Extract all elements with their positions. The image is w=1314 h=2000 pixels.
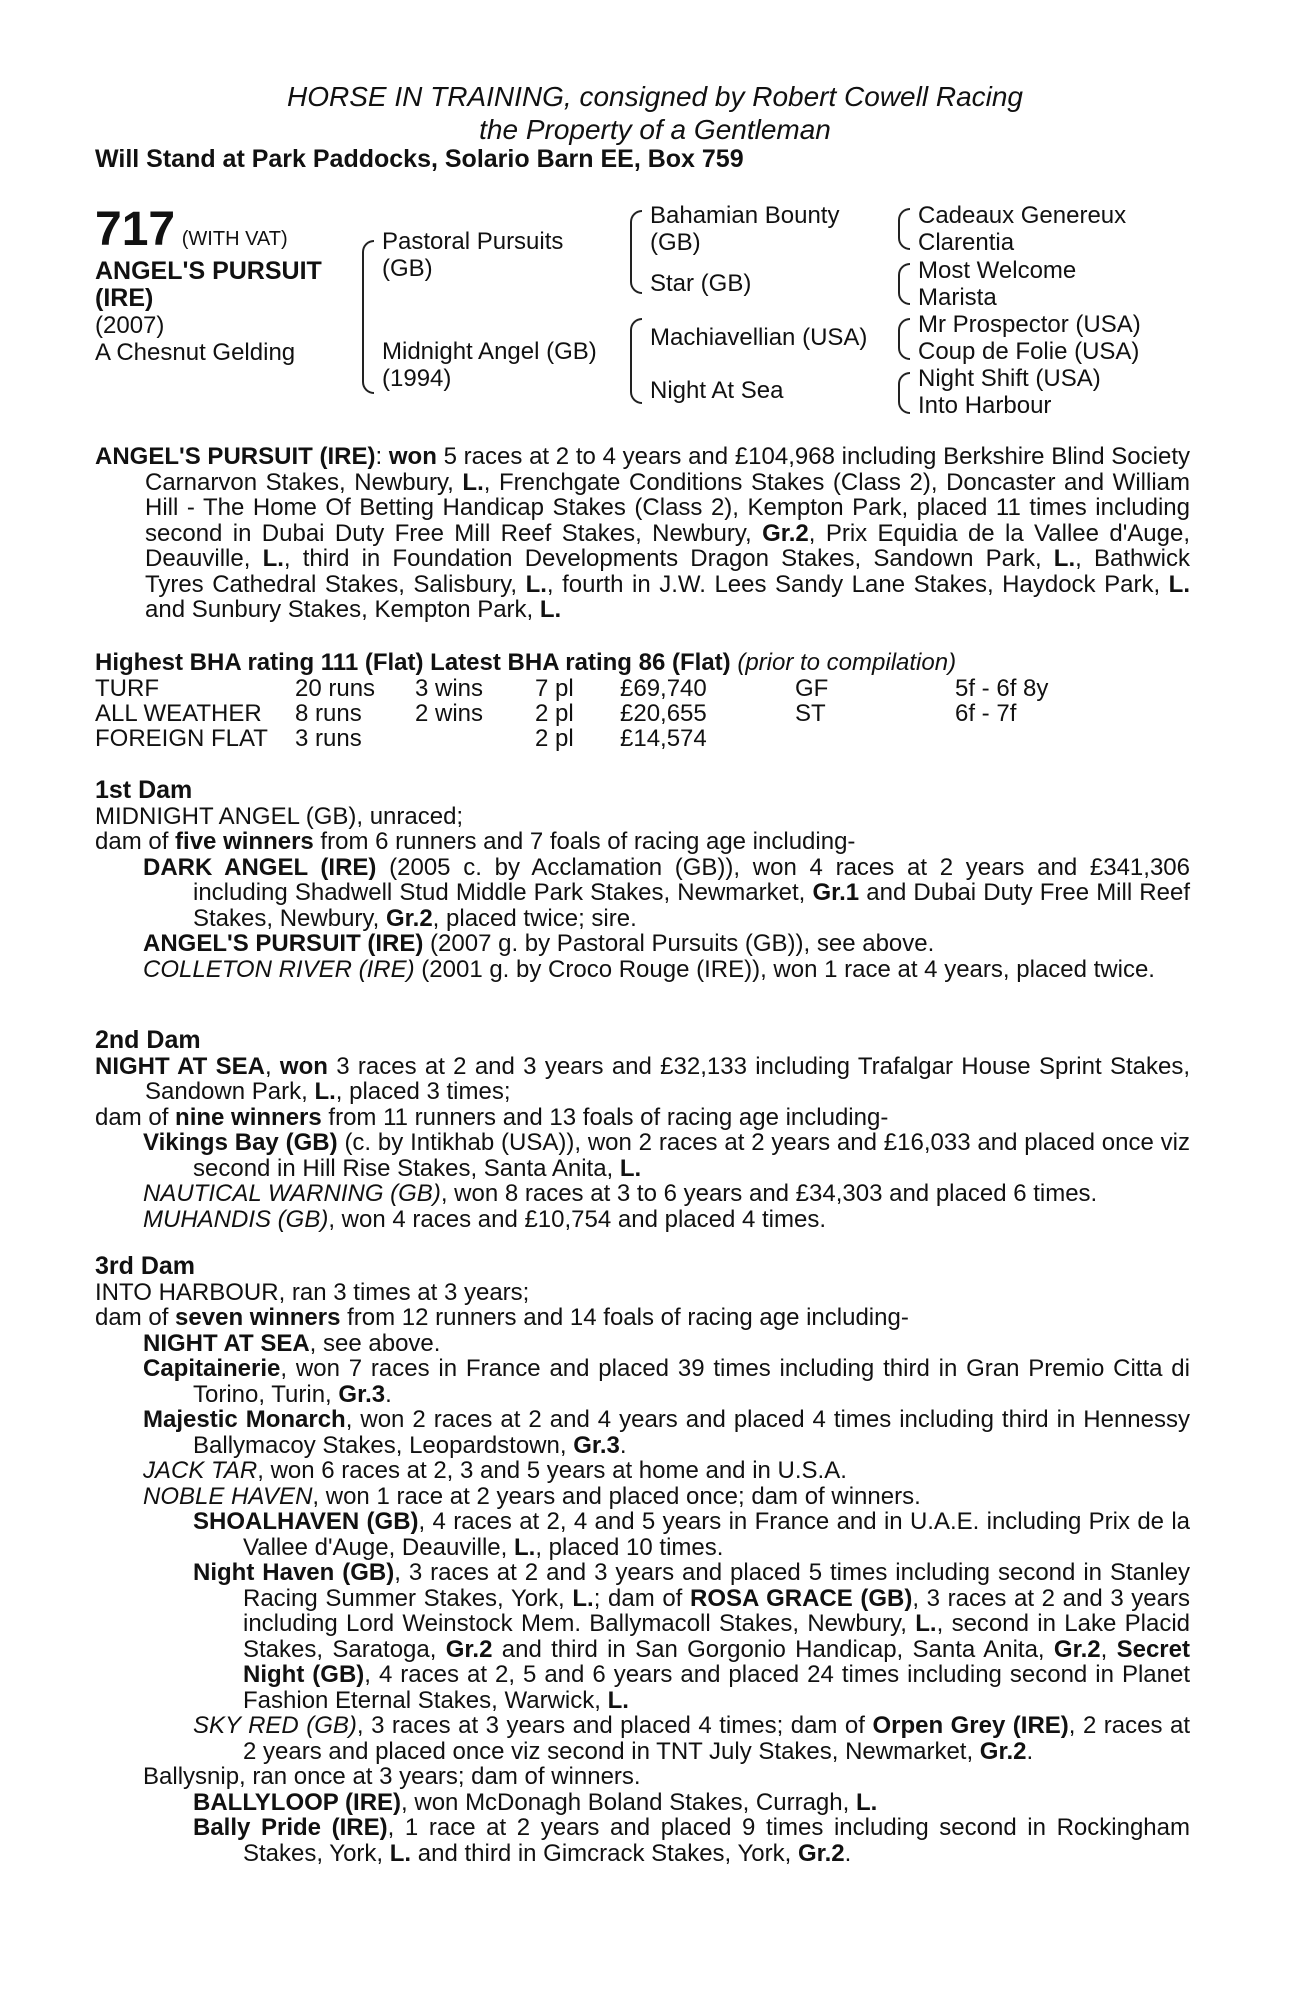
progeny-name: ROSA GRACE (GB) bbox=[689, 1584, 913, 1612]
record-pl: 7 pl bbox=[535, 675, 574, 702]
pedigree-brace bbox=[898, 208, 910, 250]
first-dam-produce bbox=[95, 829, 1190, 855]
record-money: £20,655 bbox=[620, 700, 707, 727]
third-dam-produce bbox=[95, 1305, 1190, 1331]
progeny-entry bbox=[95, 1207, 1190, 1233]
progeny-name: COLLETON RIVER (IRE) bbox=[143, 955, 415, 983]
grade-listed: L. bbox=[1053, 545, 1076, 572]
text: (c. by Intikhab (USA)), won 2 races at 2 years and £16,033 and placed once viz second in Hill Rise Stakes, Santa Anita, bbox=[193, 1129, 1191, 1182]
record-runs: 8 runs bbox=[295, 700, 362, 727]
dam-sire: Machiavellian (USA) bbox=[650, 324, 868, 351]
second-dam-section bbox=[95, 1028, 1190, 1232]
text: from 12 runners and 14 foals of racing age including- bbox=[340, 1304, 909, 1331]
text: from 6 runners and 7 foals of racing age including- bbox=[313, 828, 856, 855]
text: , won McDonagh Boland Stakes, Curragh, bbox=[401, 1788, 856, 1816]
text: , 4 races at 2, 5 and 6 years and placed 24 times including second in Planet Fashion Eternal Stakes, Warwick, bbox=[243, 1661, 1190, 1714]
text: , 2 races at 2 years and placed once viz second in TNT July Stakes, Newmarket, bbox=[243, 1712, 1190, 1765]
record-pl: 2 pl bbox=[535, 725, 574, 752]
record-row bbox=[95, 701, 1115, 726]
dd-sire: Night Shift (USA) bbox=[918, 365, 1101, 392]
second-dam-title: 2nd Dam bbox=[95, 1026, 201, 1054]
progeny-entry bbox=[95, 1560, 1190, 1713]
lot-number: 717 bbox=[95, 203, 176, 256]
progeny-name: BALLYLOOP (IRE) bbox=[193, 1788, 402, 1816]
summary-text: , Frenchgate Conditions Stakes (Class 2), Doncaster and William Hill - The Home Of Betting Handicap Stakes (Class 2), Kempton Park, placed 11 times including second in Dubai Duty Free Mill Reef Stakes, Newbury, bbox=[145, 468, 1190, 547]
text: dam of bbox=[95, 1103, 176, 1131]
record-going: ST bbox=[795, 700, 826, 727]
grade-listed: L. bbox=[572, 1584, 594, 1612]
progeny-name: ANGEL'S PURSUIT (IRE) bbox=[143, 930, 424, 957]
pedigree-brace bbox=[898, 372, 910, 414]
summary-text: 5 races at 2 to 4 years and £104,968 including Berkshire Blind Society Carnarvon Stakes, Newbury, bbox=[145, 443, 1190, 496]
dam-name: NIGHT AT SEA bbox=[95, 1052, 265, 1080]
pedigree-brace bbox=[630, 318, 642, 404]
text: , 3 races at 2 and 3 years including Lord Weinstock Mem. Ballymacoll Stakes, Newbury, bbox=[243, 1584, 1190, 1637]
property-line: the Property of a Gentleman bbox=[479, 114, 831, 145]
progeny-name: MUHANDIS (GB) bbox=[143, 1205, 329, 1233]
text: , 1 race at 2 years and placed 9 times including second in Rockingham Stakes, York, bbox=[243, 1814, 1190, 1867]
text: , see above. bbox=[309, 1329, 441, 1357]
text: 3 races at 2 and 3 years and £32,133 including Trafalgar House Sprint Stakes, Sandown Park, bbox=[145, 1052, 1190, 1105]
second-dam-line: NIGHT AT SEA, won 3 races at 2 and 3 years and £32,133 including Trafalgar House Sprint Stakes, Sandown Park, L., placed 3 times; bbox=[95, 1052, 1190, 1105]
text: , won 6 races at 2, 3 and 5 years at home and in U.S.A. bbox=[257, 1457, 847, 1484]
text: , second in Lake Placid Stakes, Saratoga, bbox=[243, 1610, 1190, 1663]
record-pl: 2 pl bbox=[535, 700, 574, 727]
progeny-entry bbox=[95, 1764, 1190, 1790]
grade-listed: L. bbox=[525, 570, 547, 598]
record-dist: 5f - 6f 8y bbox=[955, 675, 1049, 702]
grade-listed: L. bbox=[462, 468, 484, 496]
horse-name-line2: (IRE) bbox=[95, 284, 154, 312]
ss-sire: Cadeaux Genereux bbox=[918, 202, 1127, 229]
third-dam-line: INTO HARBOUR, ran 3 times at 3 years; bbox=[95, 1278, 530, 1306]
race-record-table bbox=[95, 676, 1115, 751]
text: and Dubai Duty Free Mill Reef Stakes, Newbury, bbox=[193, 879, 1190, 932]
first-dam-line: MIDNIGHT ANGEL (GB), unraced; bbox=[95, 802, 464, 830]
bha-ratings: Highest BHA rating 111 (Flat) Latest BHA rating 86 (Flat) bbox=[95, 649, 731, 676]
text: , 3 races at 3 years and placed 4 times; dam of bbox=[356, 1712, 873, 1739]
grade-2: Gr.2 bbox=[445, 1635, 493, 1663]
summary-text: , Prix Equidia de la Vallee d'Auge, Deauville, bbox=[145, 519, 1190, 572]
second-dam-produce bbox=[95, 1105, 1190, 1131]
sire-sire: Bahamian Bounty bbox=[650, 202, 840, 229]
progeny-name: Vikings Bay (GB) bbox=[143, 1129, 338, 1156]
text: dam of bbox=[95, 1304, 176, 1331]
winners-count: seven winners bbox=[175, 1304, 341, 1331]
text: , won 7 races in France and placed 39 times including third in Gran Premio Citta di Torino, Turin, bbox=[193, 1355, 1190, 1408]
progeny-entry: SKY RED (GB), 3 races at 3 years and placed 4 times; dam of Orpen Grey (IRE), 2 races at 2 years and placed once viz second in TNT July Stakes, Newmarket, Gr.2. bbox=[193, 1712, 1190, 1765]
record-dist bbox=[955, 726, 1115, 751]
won-label: won bbox=[279, 1052, 328, 1080]
text: dam of bbox=[95, 828, 176, 855]
progeny-entry bbox=[95, 1509, 1190, 1560]
progeny-name: NOBLE HAVEN bbox=[143, 1482, 313, 1510]
record-surface: ALL WEATHER bbox=[95, 700, 262, 727]
text: , placed 3 times; bbox=[335, 1078, 511, 1105]
grade-listed: L. bbox=[855, 1788, 878, 1816]
text: , won 8 races at 3 to 6 years and £34,303 and placed 6 times. bbox=[440, 1180, 1098, 1207]
horse-description: A Chesnut Gelding bbox=[95, 339, 296, 366]
record-surface: TURF bbox=[95, 675, 159, 702]
summary-won: won bbox=[388, 443, 437, 470]
grade-listed: L. bbox=[513, 1533, 536, 1561]
dam-dam: Night At Sea bbox=[650, 377, 784, 404]
progeny-entry bbox=[95, 1484, 1190, 1510]
summary-horse-name: ANGEL'S PURSUIT (IRE) bbox=[95, 443, 376, 470]
text: , bbox=[1100, 1635, 1117, 1663]
text: , won 4 races and £10,754 and placed 4 times. bbox=[328, 1205, 827, 1233]
lot-number-block bbox=[95, 205, 288, 255]
text: , 3 races at 2 and 3 years and placed 5 times including second in Stanley Racing Summer Stakes, York, bbox=[243, 1559, 1190, 1612]
progeny-name: Orpen Grey (IRE) bbox=[872, 1712, 1069, 1739]
ds-sire: Mr Prospector (USA) bbox=[918, 311, 1141, 338]
grade-listed: L. bbox=[539, 596, 562, 623]
third-dam-section bbox=[95, 1254, 1190, 1866]
record-wins: 2 wins bbox=[415, 700, 484, 727]
sd-sire: Most Welcome bbox=[918, 257, 1077, 284]
dam-year: (1994) bbox=[382, 365, 452, 392]
text: Ballysnip, ran once at 3 years; dam of winners. bbox=[143, 1763, 641, 1790]
text: , placed 10 times. bbox=[535, 1533, 724, 1561]
ds-dam: Coup de Folie (USA) bbox=[918, 338, 1140, 365]
grade-3: Gr.3 bbox=[573, 1431, 620, 1459]
third-dam-title: 3rd Dam bbox=[95, 1252, 196, 1280]
grade-listed: L. bbox=[389, 1839, 412, 1867]
consignor-line: HORSE IN TRAINING, consigned by Robert Cowell Racing bbox=[286, 81, 1024, 112]
pedigree-brace bbox=[898, 318, 910, 360]
race-summary: ANGEL'S PURSUIT (IRE): won 5 races at 2 to 4 years and £104,968 including Berkshire Blind Society Carnarvon Stakes, Newbury, L., Frenchgate Conditions Stakes (Class 2), Doncaster and William Hill - The Home Of Betting Handicap Stakes (Class 2), Kempton Park, placed 11 times including second in Dubai Duty Free Mill Reef Stakes, Newbury, Gr.2, Prix Equidia de la Vallee d'Auge, Deauville, L., third in Foundation Developments Dragon Stakes, Sandown Park, L., Bathwick Tyres Cathedral Stakes, Salisbury, L., fourth in J.W. Lees Sandy Lane Stakes, Haydock Park, L. and Sunbury Stakes, Kempton Park, L. bbox=[95, 443, 1190, 623]
grade-2: Gr.2 bbox=[1053, 1635, 1101, 1663]
location-line: Will Stand at Park Paddocks, Solario Barn EE, Box 759 bbox=[95, 145, 744, 173]
pedigree-brace bbox=[898, 263, 910, 305]
grade-listed: L. bbox=[607, 1686, 629, 1714]
progeny-entry bbox=[95, 1458, 1190, 1484]
dam-name: Midnight Angel (GB) bbox=[382, 338, 597, 365]
grade-2: Gr.2 bbox=[979, 1737, 1027, 1765]
progeny-name: NIGHT AT SEA bbox=[143, 1329, 310, 1357]
record-wins bbox=[415, 726, 535, 751]
progeny-name: DARK ANGEL (IRE) bbox=[143, 853, 377, 881]
record-row bbox=[95, 676, 1115, 701]
text: , won 2 races at 2 and 4 years and placed 4 times including third in Hennessy Ballymacoy Stakes, Leopardstown, bbox=[193, 1406, 1191, 1459]
sire-dam: Star (GB) bbox=[650, 270, 752, 297]
text: , won 1 race at 2 years and placed once; dam of winners. bbox=[312, 1482, 921, 1510]
grade-3: Gr.3 bbox=[338, 1380, 386, 1408]
pedigree-brace bbox=[630, 210, 642, 294]
sire-country: (GB) bbox=[382, 255, 433, 282]
record-wins: 3 wins bbox=[415, 675, 484, 702]
text: ; dam of bbox=[593, 1584, 690, 1612]
vat-note: (WITH VAT) bbox=[181, 228, 288, 250]
summary-text: , Bathwick Tyres Cathedral Stakes, Salisbury, bbox=[145, 545, 1190, 598]
progeny-entry: Bally Pride (IRE), 1 race at 2 years and placed 9 times including second in Rockingham Stakes, York, L. and third in Gimcrack Stakes, York, Gr.2. bbox=[193, 1814, 1190, 1867]
first-dam-section bbox=[95, 778, 1190, 982]
progeny-name: Capitainerie bbox=[143, 1355, 281, 1382]
dd-dam: Into Harbour bbox=[918, 392, 1052, 419]
progeny-name: NAUTICAL WARNING (GB) bbox=[143, 1180, 441, 1207]
progeny-name: JACK TAR bbox=[143, 1457, 258, 1484]
grade-listed: L. bbox=[915, 1610, 937, 1637]
pedigree-brace bbox=[362, 240, 374, 394]
grade-2: Gr.2 bbox=[762, 519, 809, 547]
summary-text: , fourth in J.W. Lees Sandy Lane Stakes, Haydock Park, bbox=[546, 570, 1169, 598]
text: from 11 runners and 13 foals of racing age including- bbox=[321, 1103, 889, 1131]
first-dam-title: 1st Dam bbox=[95, 776, 193, 804]
grade-listed: L. bbox=[619, 1154, 642, 1182]
text: (2001 g. by Croco Rouge (IRE)), won 1 race at 4 years, placed twice. bbox=[414, 955, 1155, 983]
progeny-entry bbox=[95, 1181, 1190, 1207]
grade-1: Gr.1 bbox=[812, 879, 860, 906]
text: and third in Gimcrack Stakes, York, bbox=[411, 1839, 798, 1867]
winners-count: nine winners bbox=[175, 1103, 322, 1131]
text: (2007 g. by Pastoral Pursuits (GB)), see above. bbox=[423, 930, 935, 957]
ss-dam: Clarentia bbox=[918, 229, 1015, 256]
text: , placed twice; sire. bbox=[432, 904, 637, 932]
record-money: £69,740 bbox=[620, 675, 707, 702]
record-dist: 6f - 7f bbox=[955, 700, 1017, 727]
progeny-name: Night Haven (GB) bbox=[193, 1559, 395, 1586]
record-row bbox=[95, 726, 1115, 751]
record-going: GF bbox=[795, 675, 829, 702]
record-runs: 3 runs bbox=[295, 725, 362, 752]
record-surface: FOREIGN FLAT bbox=[95, 725, 268, 752]
summary-text: , third in Foundation Developments Dragon Stakes, Sandown Park, bbox=[283, 545, 1054, 572]
sd-dam: Marista bbox=[918, 284, 997, 311]
horse-name-line1: ANGEL'S PURSUIT bbox=[95, 257, 322, 285]
horse-year: (2007) bbox=[95, 312, 165, 339]
text: and third in San Gorgonio Handicap, Santa Anita, bbox=[492, 1635, 1054, 1663]
progeny-name: Majestic Monarch bbox=[143, 1406, 346, 1433]
grade-listed: L. bbox=[314, 1078, 336, 1105]
progeny-name: Bally Pride (IRE) bbox=[193, 1814, 388, 1841]
progeny-name: SKY RED (GB) bbox=[193, 1712, 357, 1739]
grade-2: Gr.2 bbox=[797, 1839, 845, 1867]
progeny-entry bbox=[95, 931, 1190, 957]
progeny-entry: Capitainerie, won 7 races in France and placed 39 times including third in Gran Premio Citta di Torino, Turin, Gr.3. bbox=[143, 1355, 1190, 1408]
text: , 4 races at 2, 4 and 5 years in France and in U.A.E. including Prix de la Vallee d'Auge, Deauville, bbox=[243, 1508, 1191, 1561]
record-money: £14,574 bbox=[620, 725, 707, 752]
record-going bbox=[795, 726, 955, 751]
grade-2: Gr.2 bbox=[385, 904, 433, 932]
progeny-entry: Majestic Monarch, won 2 races at 2 and 4 years and placed 4 times including third in Hennessy Ballymacoy Stakes, Leopardstown, Gr.3. bbox=[143, 1406, 1191, 1459]
progeny-name: SHOALHAVEN (GB) bbox=[193, 1508, 419, 1535]
progeny-entry bbox=[95, 855, 1190, 932]
winners-count: five winners bbox=[175, 828, 314, 855]
sire-name: Pastoral Pursuits bbox=[382, 228, 564, 255]
progeny-entry bbox=[95, 1790, 1190, 1816]
ratings-heading bbox=[95, 650, 1190, 676]
text: (2005 c. by Acclamation (GB)), won 4 races at 2 years and £341,306 including Shadwell Stud Middle Park Stakes, Newmarket, bbox=[193, 853, 1190, 906]
grade-listed: L. bbox=[262, 545, 284, 572]
record-runs: 20 runs bbox=[295, 675, 376, 702]
sire-sire-country: (GB) bbox=[650, 229, 701, 256]
ratings-note: (prior to compilation) bbox=[737, 649, 957, 676]
summary-text: and Sunbury Stakes, Kempton Park, bbox=[145, 596, 540, 623]
progeny-name: Secret Night (GB) bbox=[243, 1635, 1190, 1688]
progeny-entry bbox=[95, 1130, 1190, 1181]
grade-listed: L. bbox=[1168, 570, 1190, 598]
progeny-entry bbox=[95, 957, 1190, 983]
progeny-entry bbox=[95, 1331, 1190, 1357]
